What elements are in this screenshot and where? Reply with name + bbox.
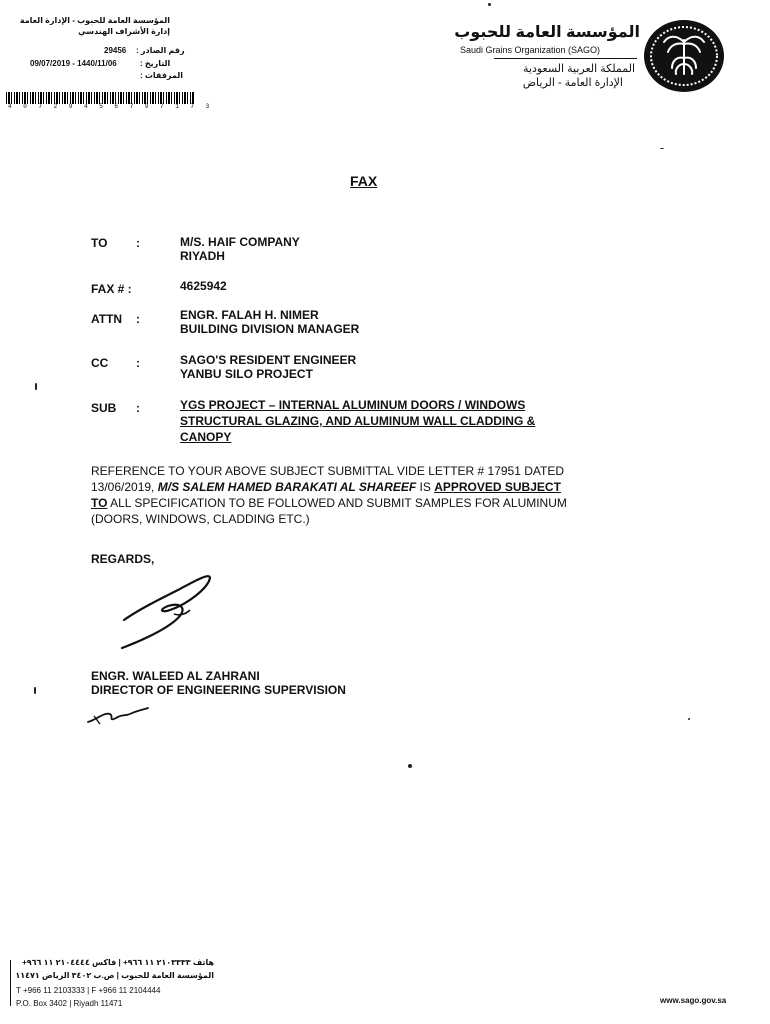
cc-colon: : — [136, 356, 140, 370]
attn-label: ATTN — [91, 312, 123, 326]
scan-speck — [660, 148, 664, 149]
header-divider — [494, 58, 637, 59]
subject-colon: : — [136, 401, 140, 415]
cc-line-2: YANBU SILO PROJECT — [180, 367, 313, 381]
footer-phone-arabic: هاتف ٢١٠٣٣٣٣ ١١ ٩٦٦+ | فاكس ٢١٠٤٤٤٤ ١١ ٩٦٦+ — [22, 958, 214, 967]
body-approved-subject: APPROVED SUBJECT — [434, 480, 561, 494]
attn-line-2: BUILDING DIVISION MANAGER — [180, 322, 360, 336]
to-line-2: RIYADH — [180, 249, 225, 263]
signature-image — [118, 570, 218, 650]
scan-speck — [34, 687, 36, 694]
fax-label: FAX # : — [91, 282, 132, 296]
footer-rule — [10, 960, 11, 1006]
cc-label: CC — [91, 356, 109, 370]
fax-value: 4625942 — [180, 279, 227, 293]
body-company-name: M/S SALEM HAMED BARAKATI AL SHAREEF — [157, 480, 417, 494]
reference-number: 29456 — [104, 46, 127, 55]
scan-speck — [488, 3, 491, 6]
cc-line-1: SAGO'S RESIDENT ENGINEER — [180, 353, 357, 367]
scan-speck — [688, 718, 690, 720]
signatory-name: ENGR. WALEED AL ZAHRANI — [91, 669, 260, 683]
attn-line-1: ENGR. FALAH H. NIMER — [180, 308, 319, 322]
sago-logo-icon — [642, 18, 726, 94]
body-date: 13/06/2019, — [91, 480, 158, 494]
footer-address-arabic: المؤسسة العامة للحبوب | ص.ب ٣٤٠٢ الرياض ١١٤٧١ — [15, 971, 214, 980]
attn-colon: : — [136, 312, 140, 326]
sender-org-line: المؤسسة العامة للحبوب - الإدارة العامة — [19, 16, 170, 25]
body-is: IS — [416, 480, 435, 494]
subject-line-2: STRUCTURAL GLAZING, AND ALUMINUM WALL CLADDING & — [180, 414, 536, 428]
body-line-3 — [91, 496, 567, 511]
org-name-english: Saudi Grains Organization (SAGO) — [460, 45, 601, 55]
footer-website-link[interactable]: www.sago.gov.sa — [660, 996, 727, 1005]
initials-mark — [86, 700, 150, 728]
body-to: TO — [91, 496, 108, 510]
reference-label: رقم الصادر : — [136, 46, 185, 55]
footer-phone-english: T +966 11 2103333 | F +966 11 2104444 — [16, 986, 161, 995]
regards: REGARDS, — [91, 552, 155, 566]
org-name-arabic: المؤسسة العامة للحبوب — [454, 24, 640, 41]
body-line-1: REFERENCE TO YOUR ABOVE SUBJECT SUBMITTAL VIDE LETTER # 17951 DATED — [91, 464, 565, 478]
subject-line-3: CANOPY — [180, 430, 232, 444]
subject-label: SUB — [91, 401, 117, 415]
scan-speck — [408, 764, 412, 768]
office-arabic: الإدارة العامة - الرياض — [522, 77, 623, 89]
scan-speck — [35, 383, 37, 390]
body-line-2 — [91, 480, 561, 495]
date-label: التاريخ : — [140, 59, 171, 68]
to-line-1: M/S. HAIF COMPANY — [180, 235, 300, 249]
sender-department-line: إدارة الأشراف الهندسي — [78, 27, 170, 36]
footer-address-english: P.O. Box 3402 | Riyadh 11471 — [16, 999, 123, 1008]
barcode-digits: 4 0 7 2 9 4 5 6 7 9 7 1 7 3 — [8, 103, 214, 110]
to-colon: : — [136, 236, 140, 250]
body-specification: ALL SPECIFICATION TO BE FOLLOWED AND SUBMIT SAMPLES FOR ALUMINUM — [107, 496, 567, 510]
body-line-4: (DOORS, WINDOWS, CLADDING ETC.) — [91, 512, 310, 526]
date-value: 09/07/2019 - 1440/11/06 — [30, 59, 117, 68]
subject-line-1: YGS PROJECT – INTERNAL ALUMINUM DOORS / WINDOWS — [180, 398, 526, 412]
signatory-title: DIRECTOR OF ENGINEERING SUPERVISION — [91, 683, 346, 697]
attachments-label: المرفقات : — [140, 71, 184, 80]
country-arabic: المملكة العربية السعودية — [523, 63, 635, 75]
to-label: TO — [91, 236, 108, 250]
document-title: FAX — [350, 173, 378, 189]
